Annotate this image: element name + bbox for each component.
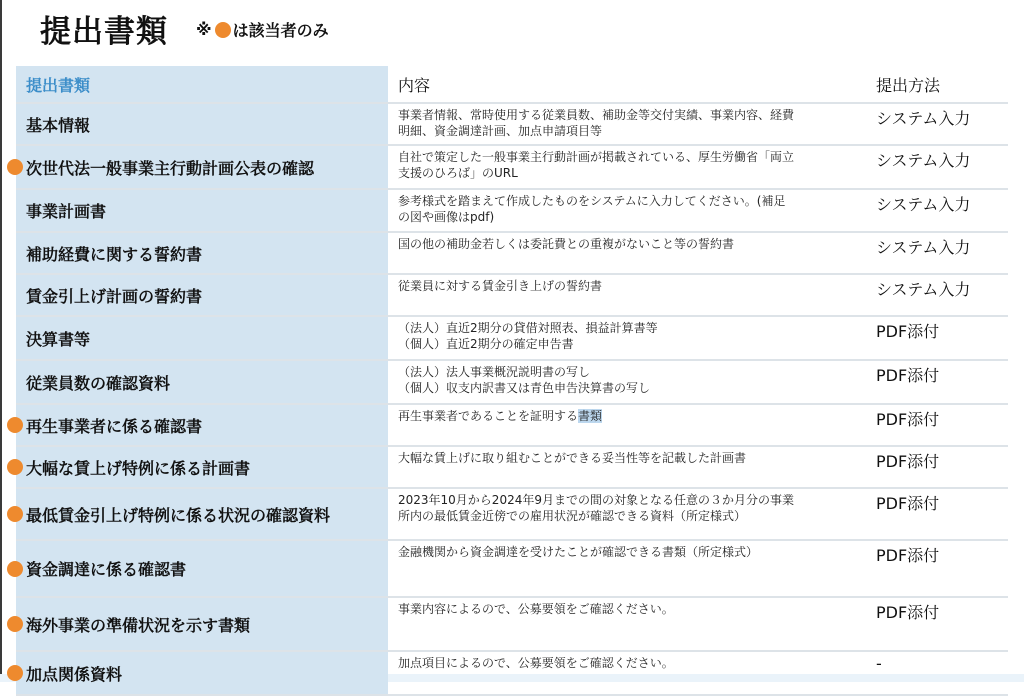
applicability-note: [196, 18, 329, 41]
content-cell: [388, 404, 868, 446]
content-line: 明細、資金調達計画、加点申請項目等: [398, 124, 603, 138]
content-line: 事業者情報、常時使用する従業員数、補助金等交付実績、事業内容、経費: [398, 108, 795, 122]
document-name-cell: [16, 597, 388, 651]
table-row: [16, 446, 1008, 488]
table-row: [16, 404, 1008, 446]
orange-dot-icon: [7, 561, 23, 577]
content-line: 支援のひろば」のURL: [398, 166, 518, 180]
table-row: [16, 651, 1008, 695]
submission-method: システム入力: [868, 232, 1008, 274]
documents-table: [16, 66, 1008, 696]
submission-method: システム入力: [868, 189, 1008, 232]
submission-method: PDF添付: [868, 540, 1008, 597]
submission-method: システム入力: [868, 274, 1008, 316]
content-cell: [388, 316, 868, 360]
orange-dot-icon: [7, 417, 23, 433]
orange-dot-icon: [7, 459, 23, 475]
page-title: 提出書類: [40, 14, 168, 50]
document-name: 事業計画書: [26, 202, 107, 221]
document-name: 再生事業者に係る確認書: [26, 416, 203, 436]
table-row: [16, 316, 1008, 360]
header-content: 内容: [388, 66, 868, 103]
document-name: 基本情報: [26, 115, 91, 135]
content-line: 国の他の補助金若しくは委託費との重複がないこと等の誓約書: [398, 237, 735, 251]
content-cell: [388, 540, 868, 597]
document-name: 最低賃金引上げ特例に係る状況の確認資料: [26, 505, 331, 525]
orange-dot-icon: [7, 665, 23, 681]
document-name-cell: [16, 488, 388, 540]
content-cell: [388, 145, 868, 189]
table-header-row: [16, 66, 1008, 103]
content-cell: [388, 232, 868, 274]
content-line: 加点項目によるので、公募要領をご確認ください。: [398, 656, 674, 670]
table-row: [16, 540, 1008, 597]
table-row: [16, 597, 1008, 651]
table-row: [16, 488, 1008, 540]
document-name-cell: [16, 189, 388, 232]
content-line: 金融機関から資金調達を受けたことが確認できる書類（所定様式）: [398, 545, 759, 559]
content-line: 参考様式を踏まえて作成したものをシステムに入力してください。(補足: [398, 194, 786, 208]
document-name-cell: [16, 651, 388, 695]
content-cell: [388, 103, 868, 145]
table-row: [16, 232, 1008, 274]
content-line: 従業員に対する賃金引き上げの誓約書: [398, 279, 603, 293]
submission-method: システム入力: [868, 145, 1008, 189]
document-name-cell: [16, 232, 388, 274]
submission-method: -: [868, 651, 1008, 695]
document-name-cell: [16, 360, 388, 404]
document-name-cell: [16, 316, 388, 360]
table-row: [16, 145, 1008, 189]
note-symbol: ※: [196, 20, 212, 39]
content-line: 2023年10月から2024年9月までの間の対象となる任意の３か月分の事業: [398, 493, 794, 507]
submission-method: PDF添付: [868, 446, 1008, 488]
content-line: （個人）収支内訳書又は青色申告決算書の写し: [398, 381, 651, 395]
document-name: 賃金引上げ計画の誓約書: [26, 286, 203, 306]
content-line: （法人）直近2期分の貸借対照表、損益計算書等: [398, 321, 658, 335]
content-cell: [388, 360, 868, 404]
orange-dot-icon: [7, 616, 23, 632]
document-name-cell: [16, 274, 388, 316]
content-cell: [388, 189, 868, 232]
document-name-cell: [16, 103, 388, 145]
table-row: [16, 274, 1008, 316]
submission-method: PDF添付: [868, 597, 1008, 651]
submission-method: PDF添付: [868, 404, 1008, 446]
document-name-cell: [16, 145, 388, 189]
content-line: [398, 408, 858, 424]
table-row: [16, 103, 1008, 145]
content-text: 再生事業者であることを証明する: [398, 409, 579, 423]
document-name: 海外事業の準備状況を示す書類: [26, 615, 251, 635]
table-row: [16, 360, 1008, 404]
content-line: （個人）直近2期分の確定申告書: [398, 337, 574, 351]
document-name: 加点関係資料: [26, 664, 123, 684]
header-method: 提出方法: [868, 66, 1008, 103]
table-row: [16, 189, 1008, 232]
orange-dot-icon: [7, 159, 23, 175]
document-name: 従業員数の確認資料: [26, 373, 171, 393]
document-name-cell: [16, 540, 388, 597]
document-name: 決算書等: [26, 329, 91, 349]
orange-dot-icon: [7, 506, 23, 522]
note-text: は該当者のみ: [232, 21, 329, 40]
document-name: 補助経費に関する誓約書: [26, 244, 203, 264]
content-cell: [388, 651, 868, 695]
content-line: 自社で策定した一般事業主行動計画が掲載されている、厚生労働省「両立: [398, 150, 795, 164]
document-name-cell: [16, 446, 388, 488]
content-line: 大幅な賃上げに取り組むことができる妥当性等を記載した計画書: [398, 451, 747, 465]
document-name: 大幅な賃上げ特例に係る計画書: [26, 458, 251, 478]
content-line: （法人）法人事業概況説明書の写し: [398, 365, 591, 379]
submission-method: PDF添付: [868, 488, 1008, 540]
content-cell: [388, 274, 868, 316]
content-line: 所内の最低賃金近傍での雇用状況が確認できる資料（所定様式）: [398, 509, 747, 523]
submission-method: PDF添付: [868, 360, 1008, 404]
document-name-cell: [16, 404, 388, 446]
content-cell: [388, 597, 868, 651]
content-line: 事業内容によるので、公募要領をご確認ください。: [398, 602, 674, 616]
document-name: 資金調達に係る確認書: [26, 560, 187, 579]
selected-text[interactable]: 書類: [578, 409, 603, 423]
content-cell: [388, 488, 868, 540]
content-line: の図や画像はpdf): [398, 210, 495, 224]
document-name: 次世代法一般事業主行動計画公表の確認: [26, 158, 315, 178]
submission-method: PDF添付: [868, 316, 1008, 360]
content-cell: [388, 446, 868, 488]
header-document-name: 提出書類: [16, 66, 388, 103]
orange-dot-icon: [215, 22, 231, 38]
submission-method: システム入力: [868, 103, 1008, 145]
